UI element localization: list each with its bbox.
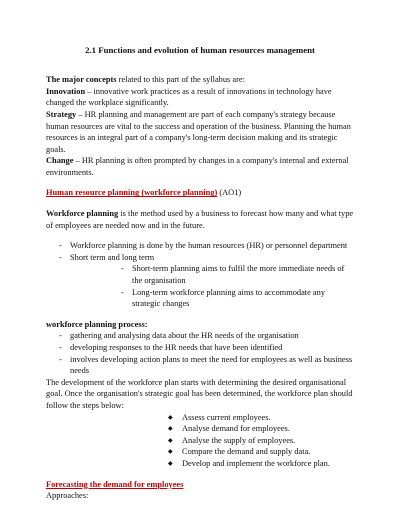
process-steps <box>46 412 354 470</box>
concepts-heading-rest: related to this part of the syllabus are: <box>116 75 245 85</box>
forecast-heading: Forecasting the demand for employees <box>46 479 184 489</box>
concept-definition: – innovative work practices as a result of innovations in technology have changed the workplace significantly. <box>46 86 332 108</box>
process-heading: workforce planning process: <box>46 319 148 329</box>
sub-list-item: - Short-term planning aims to fulfil the more immediate needs of the organisation <box>70 263 354 286</box>
list-item: - involves developing action plans to meet the need for employees as well as business needs <box>46 354 354 377</box>
concept-term: Innovation <box>46 86 86 96</box>
workforce-sub-bullets <box>70 263 354 309</box>
hrp-heading-line <box>46 187 354 199</box>
list-item <box>46 252 354 310</box>
concept-change <box>46 155 354 178</box>
concept-term: Change <box>46 156 74 166</box>
workforce-definition <box>46 208 354 231</box>
concept-term: Strategy <box>46 109 77 119</box>
list-item: - gathering and analysing data about the HR needs of the organisation <box>46 330 354 342</box>
forecast-heading-line <box>46 479 354 491</box>
hrp-heading-suffix: (AO1) <box>217 188 242 198</box>
concepts-heading: The major concepts <box>46 75 117 85</box>
process-paragraph: The development of the workforce plan starts with determining the desired organisational goal. Once the organisation's strategic goal has been determined, the workforce plan should follow the steps below: <box>46 377 353 410</box>
step-item: ◆ Analyse demand for employees. <box>46 423 354 435</box>
list-item: - Workforce planning is done by the human resources (HR) or personnel department <box>46 240 354 252</box>
process-bullets <box>46 330 354 376</box>
step-item: ◆ Compare the demand and supply data. <box>46 446 354 458</box>
step-item: ◆ Develop and implement the workforce plan. <box>46 458 354 470</box>
concept-definition: – HR planning is often prompted by changes in a company's internal and external environments. <box>46 156 349 177</box>
list-item: - developing responses to the HR needs that have been identified <box>46 342 354 354</box>
workforce-bullets <box>46 240 354 310</box>
concept-definition: – HR planning and management are part of each company's strategy because human resources are vital to the success and operation of the business. Planning the human resources is an integral part of a company's long-term decision making and its strategic goals. <box>46 109 351 154</box>
sub-list-item: - Long-term workforce planning aims to accommodate any strategic changes <box>70 287 354 310</box>
step-item: ◆ Analyse the supply of employees. <box>46 435 354 447</box>
workforce-term: Workforce planning <box>46 209 119 219</box>
concept-strategy <box>46 109 354 155</box>
workforce-def: is the method used by a business to forecast how many and what type of employees are needed now and in the future. <box>46 209 354 230</box>
page-title: 2.1 Functions and evolution of human resources management <box>85 45 315 55</box>
concepts-intro <box>46 74 354 86</box>
list-item-text: Short term and long term <box>70 252 155 262</box>
forecast-approaches: Approaches: <box>46 491 89 501</box>
step-item: ◆ Assess current employees. <box>46 412 354 424</box>
hrp-heading: Human resource planning (workforce planning) <box>46 188 218 198</box>
concept-innovation <box>46 86 354 109</box>
